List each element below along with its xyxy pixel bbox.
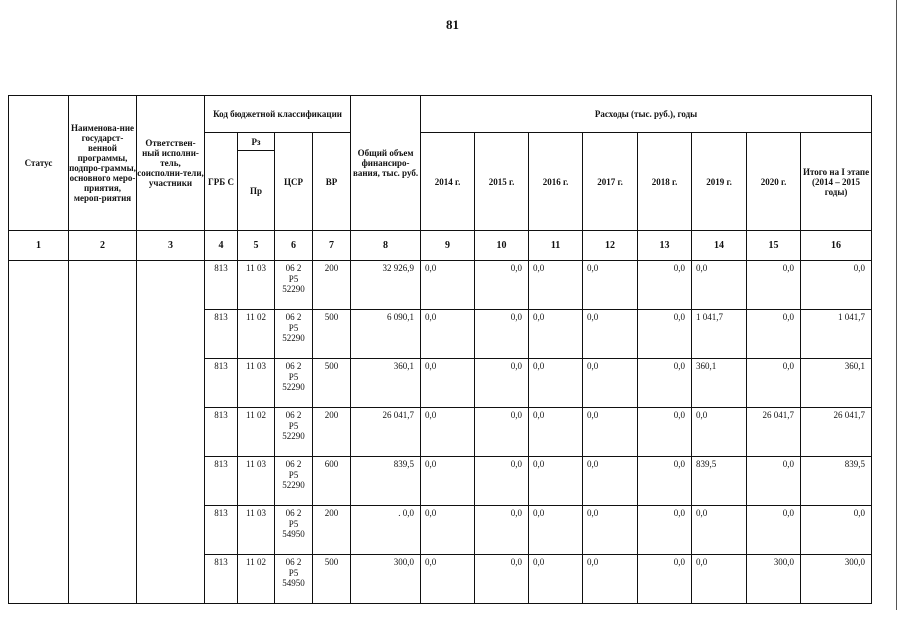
- header-year-2014: 2014 г.: [421, 133, 475, 231]
- column-number: 10: [475, 231, 529, 261]
- cell-grbs: 813: [205, 506, 238, 555]
- cell-stage-total: 0,0: [801, 261, 872, 310]
- column-number: 16: [801, 231, 872, 261]
- cell-year-2015: 0,0: [475, 457, 529, 506]
- cell-csr: 06 2 Р5 52290: [275, 310, 313, 359]
- cell-total: 839,5: [351, 457, 421, 506]
- cell-stage-total: 1 041,7: [801, 310, 872, 359]
- column-number: 4: [205, 231, 238, 261]
- cell-total: 300,0: [351, 555, 421, 604]
- column-number: 15: [747, 231, 801, 261]
- cell-year-2016: 0,0: [529, 261, 583, 310]
- table-body: [9, 261, 872, 604]
- cell-year-2020: 26 041,7: [747, 408, 801, 457]
- cell-year-2018: 0,0: [638, 457, 692, 506]
- header-year-2020: 2020 г.: [747, 133, 801, 231]
- cell-year-2017: 0,0: [583, 408, 638, 457]
- column-number: 11: [529, 231, 583, 261]
- cell-year-2014: 0,0: [421, 408, 475, 457]
- cell-grbs: 813: [205, 261, 238, 310]
- cell-vr: 600: [313, 457, 351, 506]
- cell-year-2015: 0,0: [475, 310, 529, 359]
- cell-year-2020: 0,0: [747, 359, 801, 408]
- cell-csr: 06 2 Р5 52290: [275, 408, 313, 457]
- cell-year-2017: 0,0: [583, 555, 638, 604]
- cell-rz-pr: 11 03: [238, 506, 275, 555]
- header-year-2015: 2015 г.: [475, 133, 529, 231]
- column-number: 12: [583, 231, 638, 261]
- cell-year-2018: 0,0: [638, 310, 692, 359]
- cell-vr: 200: [313, 408, 351, 457]
- cell-year-2016: 0,0: [529, 408, 583, 457]
- cell-stage-total: 839,5: [801, 457, 872, 506]
- cell-year-2014: 0,0: [421, 359, 475, 408]
- header-rz: Рз: [238, 133, 275, 151]
- cell-stage-total: 0,0: [801, 506, 872, 555]
- column-number: 1: [9, 231, 69, 261]
- column-number: 3: [137, 231, 205, 261]
- cell-grbs: 813: [205, 555, 238, 604]
- cell-responsible: [137, 261, 205, 604]
- cell-year-2016: 0,0: [529, 457, 583, 506]
- cell-total: 360,1: [351, 359, 421, 408]
- header-status: Статус: [9, 96, 69, 231]
- cell-csr: 06 2 Р5 52290: [275, 261, 313, 310]
- cell-rz-pr: 11 03: [238, 261, 275, 310]
- cell-year-2014: 0,0: [421, 457, 475, 506]
- cell-year-2015: 0,0: [475, 408, 529, 457]
- header-total: Общий объем финансиро-вания, тыс. руб.: [351, 96, 421, 231]
- header-year-2016: 2016 г.: [529, 133, 583, 231]
- column-number: 2: [69, 231, 137, 261]
- cell-vr: 500: [313, 310, 351, 359]
- cell-total: . 0,0: [351, 506, 421, 555]
- cell-csr: 06 2 Р5 52290: [275, 457, 313, 506]
- column-number: 6: [275, 231, 313, 261]
- cell-year-2018: 0,0: [638, 261, 692, 310]
- cell-rz-pr: 11 03: [238, 359, 275, 408]
- cell-year-2020: 0,0: [747, 261, 801, 310]
- cell-year-2015: 0,0: [475, 506, 529, 555]
- cell-year-2020: 300,0: [747, 555, 801, 604]
- cell-year-2019: 839,5: [692, 457, 747, 506]
- header-year-2019: 2019 г.: [692, 133, 747, 231]
- cell-year-2020: 0,0: [747, 506, 801, 555]
- page-number: 81: [446, 17, 459, 32]
- header-budget-code: Код бюджетной классификации: [205, 96, 351, 133]
- cell-csr: 06 2 Р5 54950: [275, 555, 313, 604]
- header-year-2018: 2018 г.: [638, 133, 692, 231]
- cell-vr: 500: [313, 555, 351, 604]
- column-number: 9: [421, 231, 475, 261]
- cell-year-2014: 0,0: [421, 555, 475, 604]
- cell-year-2016: 0,0: [529, 359, 583, 408]
- cell-year-2019: 0,0: [692, 261, 747, 310]
- cell-year-2014: 0,0: [421, 261, 475, 310]
- cell-grbs: 813: [205, 457, 238, 506]
- cell-rz-pr: 11 02: [238, 408, 275, 457]
- cell-year-2018: 0,0: [638, 359, 692, 408]
- cell-year-2016: 0,0: [529, 555, 583, 604]
- header-expenses: Расходы (тыс. руб.), годы: [421, 96, 872, 133]
- cell-grbs: 813: [205, 310, 238, 359]
- cell-year-2018: 0,0: [638, 408, 692, 457]
- header-vr: ВР: [313, 133, 351, 231]
- cell-year-2014: 0,0: [421, 506, 475, 555]
- cell-total: 26 041,7: [351, 408, 421, 457]
- header-responsible: Ответствен-ный исполни-тель, соисполни-тели, участники: [137, 96, 205, 231]
- cell-year-2014: 0,0: [421, 310, 475, 359]
- cell-year-2020: 0,0: [747, 457, 801, 506]
- cell-rz-pr: 11 03: [238, 457, 275, 506]
- cell-year-2017: 0,0: [583, 359, 638, 408]
- budget-expenses-table: [8, 95, 872, 604]
- cell-vr: 500: [313, 359, 351, 408]
- cell-year-2015: 0,0: [475, 555, 529, 604]
- cell-year-2019: 1 041,7: [692, 310, 747, 359]
- cell-year-2017: 0,0: [583, 310, 638, 359]
- cell-grbs: 813: [205, 408, 238, 457]
- cell-total: 6 090,1: [351, 310, 421, 359]
- header-stage-total: Итого на I этапе (2014 – 2015 годы): [801, 133, 872, 231]
- cell-name: [69, 261, 137, 604]
- column-number: 7: [313, 231, 351, 261]
- cell-year-2016: 0,0: [529, 506, 583, 555]
- cell-total: 32 926,9: [351, 261, 421, 310]
- header-year-2017: 2017 г.: [583, 133, 638, 231]
- cell-stage-total: 360,1: [801, 359, 872, 408]
- cell-stage-total: 300,0: [801, 555, 872, 604]
- cell-rz-pr: 11 02: [238, 555, 275, 604]
- cell-year-2019: 0,0: [692, 555, 747, 604]
- cell-year-2019: 0,0: [692, 506, 747, 555]
- cell-year-2017: 0,0: [583, 457, 638, 506]
- header-grbs: ГРБ С: [205, 133, 238, 231]
- cell-year-2020: 0,0: [747, 310, 801, 359]
- cell-year-2018: 0,0: [638, 555, 692, 604]
- cell-year-2015: 0,0: [475, 359, 529, 408]
- cell-year-2015: 0,0: [475, 261, 529, 310]
- header-pr: Пр: [238, 151, 275, 231]
- cell-year-2019: 0,0: [692, 408, 747, 457]
- cell-rz-pr: 11 02: [238, 310, 275, 359]
- cell-status: [9, 261, 69, 604]
- column-number: 14: [692, 231, 747, 261]
- cell-year-2019: 360,1: [692, 359, 747, 408]
- column-number: 5: [238, 231, 275, 261]
- cell-stage-total: 26 041,7: [801, 408, 872, 457]
- cell-csr: 06 2 Р5 54950: [275, 506, 313, 555]
- column-number: 13: [638, 231, 692, 261]
- column-number: 8: [351, 231, 421, 261]
- header-name: Наименова-ние государст-венной программы, подпро-граммы, основного меро-приятия, мероп-риятия: [69, 96, 137, 231]
- header-csr: ЦСР: [275, 133, 313, 231]
- cell-grbs: 813: [205, 359, 238, 408]
- cell-year-2017: 0,0: [583, 261, 638, 310]
- cell-csr: 06 2 Р5 52290: [275, 359, 313, 408]
- cell-year-2016: 0,0: [529, 310, 583, 359]
- scan-edge-line: [896, 0, 897, 610]
- cell-year-2018: 0,0: [638, 506, 692, 555]
- cell-vr: 200: [313, 261, 351, 310]
- cell-vr: 200: [313, 506, 351, 555]
- table-row: [9, 261, 872, 310]
- cell-year-2017: 0,0: [583, 506, 638, 555]
